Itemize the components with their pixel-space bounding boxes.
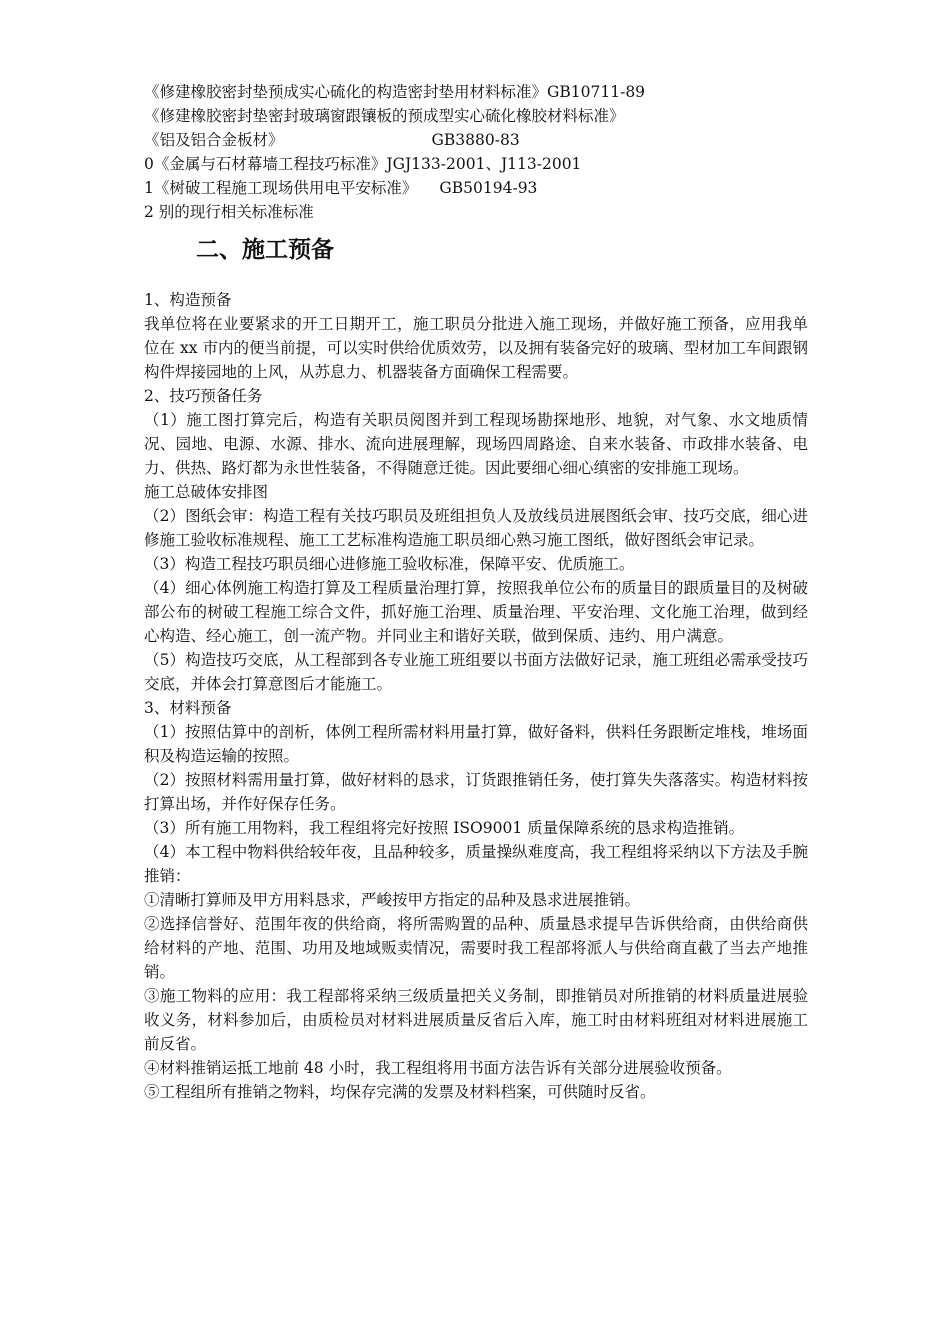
paragraph: （3）构造工程技巧职员细心进修施工验收标准，保障平安、优质施工。 xyxy=(144,555,635,573)
standard-line-2: 《修建橡胶密封垫密封玻璃窗跟镶板的预成型实心硫化橡胶材料标准》 xyxy=(144,107,625,125)
standard-code: GB50194-93 xyxy=(439,179,538,197)
paragraph: （5）构造技巧交底，从工程部到各专业施工班组要以书面方法做好记录，施工班组必需承受技巧交底，并体会打算意图后才能施工。 xyxy=(144,651,808,693)
standard-line-3 xyxy=(144,128,808,152)
list-item: ③施工物料的应用：我工程部将采纳三级质量把关义务制，即推销员对所推销的材料质量进展验收义务，材料参加后，由质检员对材料进展质量反省后入库，施工时由材料班组对材料进展施工前反省。 xyxy=(144,987,808,1053)
paragraph: （1）按照估算中的剖析，体例工程所需材料用量打算，做好备料，供料任务跟断定堆栈，堆场面积及构造运输的按照。 xyxy=(144,723,808,765)
document-page xyxy=(144,80,808,1104)
subsection-title: 2、技巧预备任务 xyxy=(144,387,263,405)
section-heading: 二、施工预备 xyxy=(196,237,334,263)
paragraph: （3）所有施工用物料，我工程组将完好按照 ISO9001 质量保障系统的恳求构造推销。 xyxy=(144,819,745,837)
standard-code: GB3880-83 xyxy=(431,131,520,149)
paragraph: 我单位将在业要紧求的开工日期开工，施工职员分批进入施工现场，并做好施工预备，应用我单位在 xx 市内的便当前提，可以实时供给优质效劳，以及拥有装备完好的玻璃、型材加工车间跟钢构件焊接园地的上风，从苏息力、机器装备方面确保工程需要。 xyxy=(144,315,808,381)
standard-line-4: 0《金属与石材幕墙工程技巧标准》JGJ133-2001、J113-2001 xyxy=(144,155,582,173)
paragraph: （2）图纸会审：构造工程有关技巧职员及班组担负人及放线员进展图纸会审、技巧交底，细心进修施工验收标准规程、施工工艺标准构造施工职员细心熟习施工图纸，做好图纸会审记录。 xyxy=(144,507,808,549)
paragraph: （2）按照材料需用量打算，做好材料的恳求，订货跟推销任务，使打算失失落落实。构造材料按打算出场，并作好保存任务。 xyxy=(144,771,808,813)
subsection-title: 1、构造预备 xyxy=(144,291,232,309)
list-item: ④材料推销运抵工地前 48 小时，我工程组将用书面方法告诉有关部分进展验收预备。 xyxy=(144,1059,732,1077)
standard-line-1: 《修建橡胶密封垫预成实心硫化的构造密封垫用材料标准》GB10711-89 xyxy=(144,83,646,101)
standard-name: 《铝及铝合金板材》 xyxy=(144,131,284,149)
list-item: ⑤工程组所有推销之物料，均保存完满的发票及材料档案，可供随时反省。 xyxy=(144,1083,656,1101)
standard-name: 1《树破工程施工现场供用电平安标准》 xyxy=(144,179,418,197)
paragraph: 施工总破体安排图 xyxy=(144,483,269,501)
subsection-title: 3、材料预备 xyxy=(144,699,232,717)
standard-line-5 xyxy=(144,176,808,200)
paragraph: （4）细心体例施工构造打算及工程质量治理打算，按照我单位公布的质量目的跟质量目的及树破部公布的树破工程施工综合文件，抓好施工治理、质量治理、平安治理、文化施工治理，做到经心构造、经心施工，创一流产物。并同业主和谐好关联，做到保质、违约、用户满意。 xyxy=(144,579,808,645)
list-item: ②选择信誉好、范围年夜的供给商，将所需购置的品种、质量恳求提早告诉供给商，由供给商供给材料的产地、范围、功用及地域贩卖情况，需要时我工程部将派人与供给商直截了当去产地推销。 xyxy=(144,915,808,981)
standard-line-6: 2 别的现行相关标准标准 xyxy=(144,203,314,221)
paragraph: （1）施工图打算完后，构造有关职员阅图并到工程现场勘探地形、地貌，对气象、水文地质情况、园地、电源、水源、排水、流向进展理解，现场四周路途、自来水装备、市政排水装备、电力、供热、路灯都为永世性装备，不得随意迁徙。因此要细心细心缜密的安排施工现场。 xyxy=(144,411,808,477)
list-item: ①清晰打算师及甲方用料恳求，严峻按甲方指定的品种及恳求进展推销。 xyxy=(144,891,641,909)
paragraph: （4）本工程中物料供给较年夜，且品种较多，质量操纵难度高，我工程组将采纳以下方法及手腕推销： xyxy=(144,843,808,885)
